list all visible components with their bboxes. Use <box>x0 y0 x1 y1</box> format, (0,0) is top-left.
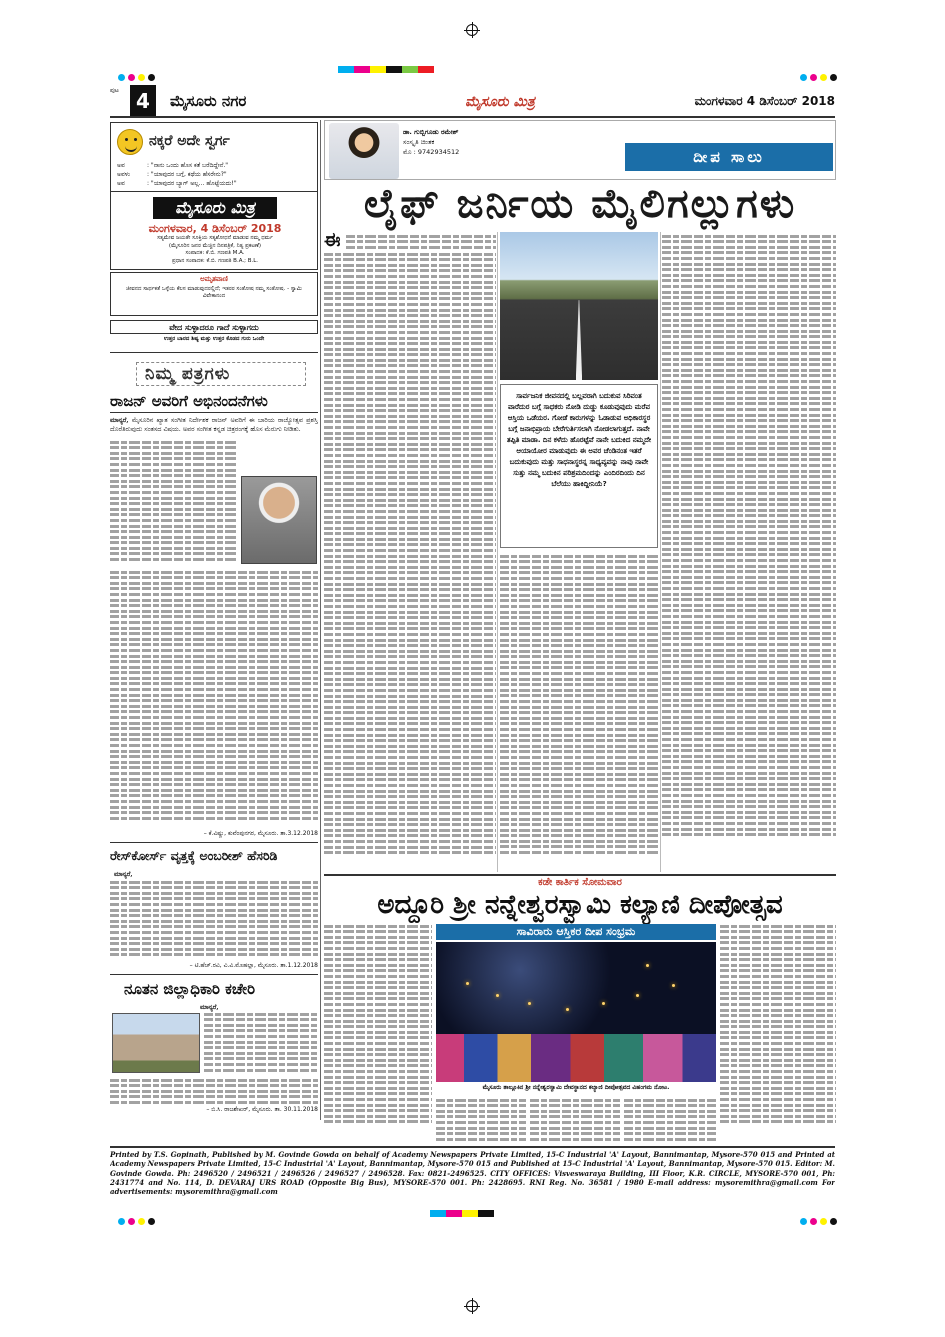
proverb-text: ಉತ್ತರ ಬಾರದ ಶಿಷ್ಯ ಮತ್ತು ಉತ್ತರ ಕೊಡದ ಗುರು ಒಂದೇ <box>163 336 265 342</box>
event-body-col3 <box>530 1096 620 1142</box>
joke-line: : "ನಾನು ಒಂದು ಹೊಸ ಕತೆ ಬರೆದಿದ್ದೇನೆ." <box>147 162 229 169</box>
lamp <box>646 964 649 967</box>
racecourse-headline: ರೇಸ್‌ಕೋರ್ಸ್ ವೃತ್ತಕ್ಕೆ ಅಂಬರೀಶ್ ಹೆಸರಿಡಿ <box>110 848 278 863</box>
col-divider-b <box>660 232 661 872</box>
color-bar-top <box>338 66 434 73</box>
column-body-col2 <box>500 552 658 872</box>
edition-line: ಪ್ರಧಾನ ಸಂಪಾದಕ: ಕೆ.ಬಿ. ಗಣಪತಿ B.A.; B.L. <box>171 257 259 264</box>
edition-line: ಸಂಪಾದಕ: ಕೆ.ಬಿ. ಗಣಪತಿ M.A. <box>185 250 245 256</box>
column-divider <box>320 120 321 1120</box>
footer-rule <box>110 1146 835 1148</box>
masthead-logo: ಮೈಸೂರು ಮಿತ್ರ <box>465 94 535 110</box>
letter-headline: ರಾಜನ್ ಅವರಿಗೆ ಅಭಿನಂದನೆಗಳು <box>110 392 268 410</box>
joke-line: : "ಯಾವುದರ ಬ್ಯಾಗ್ ಅಲ್ಲ... ಹೊಟ್ಟೆಯದು!" <box>147 180 237 187</box>
author-phone: ಮೊ : 9742934512 <box>403 148 460 156</box>
amrutavani-text: ಜೀವನದ ಸಾರ್ಥಕತೆ ಒಳ್ಳೆಯ ಕೆಲಸ ಮಾಡುವುದರಲ್ಲಿದೆ; ಇತರರ ಸಂತೋಷ ನಮ್ಮ ಸಂತೋಷ. - ಸ್ವಾಮಿ ವಿವೇಕಾನಂದ <box>126 285 302 299</box>
registration-dots-bottom-left <box>118 1210 158 1229</box>
lamp <box>528 1002 531 1005</box>
letters-banner: ನಿಮ್ಮ ಪತ್ರಗಳು <box>136 362 306 386</box>
lamp <box>496 994 499 997</box>
column-tag: ದೀಪ ಸಾಲು <box>625 143 833 171</box>
col-divider-a <box>497 232 498 872</box>
edition-line: ಸತ್ಯಮೇವ ಜಯತೇ ಸೂಕ್ತಿಯ ಸತ್ಯಶೋಧನೆ ಮಾಡುವ ನಮ್ಮ ಧರ್ಮ <box>157 235 273 241</box>
event-subheadline: ಸಾವಿರಾರು ಆಸ್ತಿಕರ ದೀಪ ಸಂಭ್ರಮ <box>436 924 716 940</box>
author-box <box>324 120 836 180</box>
event-rule <box>324 874 836 876</box>
letter-text: ಮೈಸೂರಿನ ಖ್ಯಾತ ಸಂಗೀತ ನಿರ್ದೇಶಕ ರಾಜನ್ ಅವರಿಗೆ ಈ ಬಾರಿಯ ರಾಜ್ಯೋತ್ಸವ ಪ್ರಶಸ್ತಿ ದೊರೆತಿರುವುದು ಸಂತಸದ ವಿಷಯ. ಅವರ ಸಂಗೀತ ಕನ್ನಡ ಚಿತ್ರರಂಗಕ್ಕೆ ಹೊಸ ಮೆರುಗು ನೀಡಿತು. <box>110 416 318 433</box>
event-body-col4 <box>624 1096 716 1142</box>
amrutavani-title: ಅಮೃತವಾಣಿ <box>200 275 228 283</box>
event-body-col5 <box>720 922 836 1142</box>
imprint: Printed by T.S. Gopinath, Published by M. Govinde Gowda on behalf of Academy Newspapers Private Limited, 15-C Industrial 'A' Layout, Bannimantap, Mysore-570 015 and Printed at Academy Newspapers Private Limited, 15-C Industrial 'A' Layout, Bannimantap, Mysore-570 015 and Published at 15-C Industrial 'A' Layout, Bannimantap, Mysore-570 015. Editor: M. Govinde Gowda. Ph: 2496520 / 2496521 / 2496526 / 2496527 / 2496528. Fax: 0821-2496525. CITY OFFICES: Visveswaraya Building, III Floor, K.R. CIRCLE, MYSORE-570 001, Ph: 2431774 and No. 114, D. DEVARAJ URS ROAD (Opposite Big Bus), MYSORE-570 001. Ph: 2428695. RNI Reg. No. 36581 / 1980 E-mail address: mysoremithra@gmail.com For advertisements: mysoremithra@gmail.com <box>110 1150 835 1197</box>
lamp <box>566 1008 569 1011</box>
letter-salutation: ಮಾನ್ಯರೆ, <box>110 416 129 424</box>
racecourse-salutation: ಮಾನ್ಯರೆ, <box>114 870 133 878</box>
registration-mark-top <box>466 24 478 36</box>
photo-caption: ಮೈಸೂರು ತಾಲ್ಲೂಕಿನ ಶ್ರೀ ನನ್ನೇಶ್ವರಸ್ವಾಮಿ ದೇವಸ್ಥಾನದ ಕಲ್ಯಾಣಿ ದೀಪೋತ್ಸವದ ವಿಹಂಗಮ ನೋಟ. <box>482 1084 670 1091</box>
humor-divider <box>111 191 317 192</box>
dropcap: ಈ <box>324 229 341 251</box>
column-body-col1 <box>324 229 496 872</box>
humor-title: ನಕ್ಕರೆ ಅದೇ ಸ್ವರ್ಗ <box>149 133 230 149</box>
event-body-col1 <box>324 922 432 1140</box>
registration-dots-right <box>800 66 840 85</box>
joke-speaker: ಅವ <box>117 162 125 169</box>
column-body-col3 <box>662 232 836 872</box>
collector-signature: – ಬಿ.ಸಿ. ರಾಜಶೇಖರ್, ಮೈಸೂರು. ತಾ. 30.11.2018 <box>206 1106 318 1113</box>
col1-lines-b <box>324 250 496 872</box>
page-label: ಪುಟ <box>110 87 119 94</box>
humor-box <box>110 122 318 270</box>
page-date: ಮಂಗಳವಾರ 4 ಡಿಸೆಂಬರ್ 2018 <box>694 94 835 108</box>
page-number: 4 <box>130 85 156 117</box>
collector-headline: ನೂತನ ಜಿಲ್ಲಾಧಿಕಾರಿ ಕಚೇರಿ <box>124 980 256 998</box>
event-headline: ಅದ್ದೂರಿ ಶ್ರೀ ನನ್ನೇಶ್ವರಸ್ವಾಮಿ ಕಲ್ಯಾಣಿ ದೀಪೋತ್ಸವ <box>377 890 783 920</box>
author-meta <box>403 127 563 157</box>
letter-rule <box>110 412 318 413</box>
laughing-face-icon <box>117 129 143 155</box>
composer-photo <box>241 476 317 564</box>
collector-salutation: ಮಾನ್ಯರೆ, <box>200 1003 219 1011</box>
edition-motto <box>115 235 315 265</box>
lamp <box>602 1002 605 1005</box>
lamp <box>466 982 469 985</box>
section-name: ಮೈಸೂರು ನಗರ <box>170 92 247 110</box>
letter-signature: – ಕೆ.ವಿಷ್ಣು, ಕುವೆಂಪುನಗರ, ಮೈಸೂರು. ತಾ.3.12.2018 <box>203 830 318 837</box>
letter-body-lines <box>110 568 318 828</box>
letter-body-lines <box>110 438 238 568</box>
edition-date: ಮಂಗಳವಾರ, 4 ಡಿಸೆಂಬರ್ 2018 <box>148 222 282 235</box>
amrutavani-box <box>110 272 318 316</box>
color-bar-bottom <box>430 1210 494 1217</box>
author-name: ಡಾ. ಗುಬ್ಬಿಗೂಡು ರಮೇಶ್ <box>403 128 459 136</box>
author-role: ಸಂಸ್ಕೃತಿ ಚಿಂತಕ <box>403 138 435 146</box>
edition-logo: ಮೈಸೂರು ಮಿತ್ರ <box>153 197 277 219</box>
registration-mark-bottom <box>466 1300 478 1312</box>
registration-dots-bottom-right <box>800 1210 840 1229</box>
column-headline: ಲೈಫ್ ಜರ್ನಿಯ ಮೈಲಿಗಲ್ಲುಗಳು <box>363 181 797 227</box>
racecourse-body-lines <box>110 878 318 962</box>
road-photo <box>500 232 658 380</box>
collector-body-lines <box>204 1010 318 1076</box>
racecourse-signature: – ಟಿ.ಹೆಚ್.ರವಿ, ವಿ.ವಿ.ಮೊಹಲ್ಲಾ, ಮೈಸೂರು. ತಾ.1.12.2018 <box>189 962 318 969</box>
collector-body-lines <box>110 1076 318 1106</box>
header-rule <box>110 116 835 118</box>
author-avatar <box>329 123 399 179</box>
left-rule-3 <box>110 974 318 975</box>
joke-row <box>117 161 313 188</box>
lamp <box>636 994 639 997</box>
registration-dots-left <box>118 66 158 85</box>
joke-speaker: ಅವಳು <box>117 171 130 178</box>
deepotsava-photo <box>436 942 716 1082</box>
lamp <box>672 984 675 987</box>
left-rule-1 <box>110 352 318 353</box>
left-rule-2 <box>110 842 318 843</box>
edition-line: (ಮೈಸೂರಿನ ಜನರ ಮೆಚ್ಚಿನ ದಿನಪತ್ರಿಕೆ, ನಿತ್ಯ ಪ್ರಕಟಣೆ) <box>168 242 262 249</box>
joke-line: : "ಯಾವುದರ ಬಗ್ಗೆ, ಕಥೆಯ ಹೆಸರೇನು?" <box>147 171 227 178</box>
building-photo <box>112 1013 200 1073</box>
proverb-title: ವೇದ ಸುಳ್ಳಾದರೂ ಗಾದೆ ಸುಳ್ಳಾಗದು <box>110 320 318 334</box>
joke-speaker: ಅವ <box>117 180 125 187</box>
event-kicker: ಕಡೇ ಕಾರ್ತಿಕ ಸೋಮವಾರ <box>538 877 622 888</box>
event-body-col2 <box>436 1096 526 1142</box>
pull-quote: ಸಾರ್ವಜನಿಕ ಜೀವನದಲ್ಲಿ ಬಲ್ಲವರಾಗಿ ಬದುಕುವ ಸಿರಿವಂತ ವಾರೆದುರ ಬಗ್ಗೆ ಸಾಧಕರು ನೋಡಿ ದುಡ್ಡು ಕೂಡುವುವುದು ಮರೆವ ಆಸ್ತಿಯ ಒಡೆಯರ. ಗೋಡೆ ಕಾರುಗಳನ್ನು ಓಡಾಡುವ ಅಧಿಕಾರಸ್ಥರ ಬಗ್ಗೆ ಜನಾಭಿಪ್ರಾಯ ಬೇರೆಗುರ್ತಿಸಲಾಗಿ ನೋಡಲಾಗುತ್ತದೆ. ನಾವೇ ತಪ್ಪಿತಿ ಮಾಡಾ. ದಿನ ಕಳೆದು ಹೊರಟ್ಟೆವೆ ನಾನೇ ಬದುಕಿದ ನಮ್ಮದೇ ಆಯಾಯೋರ ಮಾಡುವುದು ಈ ಅವರ ಚೆಂಡಿನಂತ ಇತರೆ ಬದುಕುವುದು ಮತ್ತು ಸಾಧನಾಸ್ಥರನ್ನ ಸಾಧ್ಯವ್ಯವನ್ನು ನಾವು ನಾವೇ ಸುತ್ತು ನಮ್ಮ ಬದುಕಿನ ಪರಿಶ್ರಮದಿಂದನ್ನು ಎಂದಿರದಿಂದು ದಿನ ಬೆಲೆಯು ಹಾಕಿದ್ದೀನಿಯೆ? <box>500 384 658 548</box>
crowd <box>436 1034 716 1082</box>
